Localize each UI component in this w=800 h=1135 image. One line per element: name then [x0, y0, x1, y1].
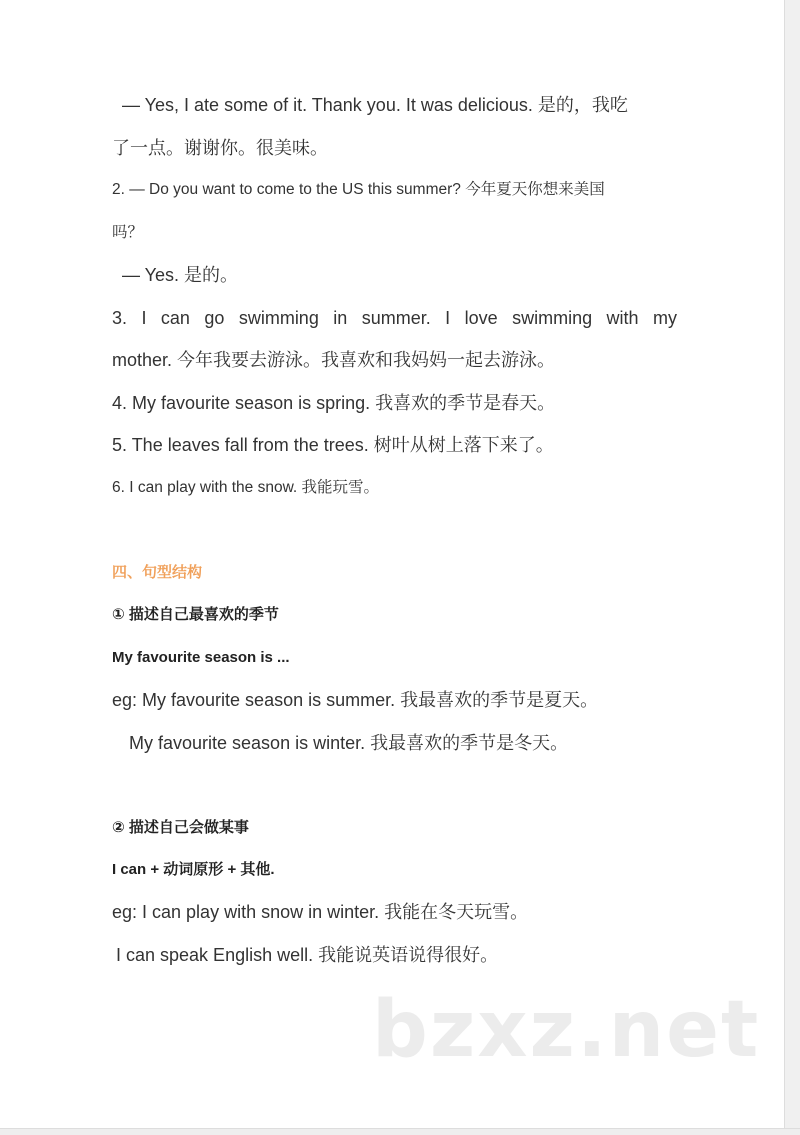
page-edge-right: [784, 0, 800, 1134]
example-line: I can speak English well. 我能说英语说得很好。: [116, 945, 499, 965]
subsection-title: ② 描述自己会做某事: [112, 819, 249, 836]
example-line: My favourite season is winter. 我最喜欢的季节是冬天。: [129, 733, 569, 753]
text-line: 5. The leaves fall from the trees. 树叶从树上落下来了。: [112, 435, 554, 455]
watermark: bzxz.net: [372, 985, 761, 1075]
text-line: 6. I can play with the snow. 我能玩雪。: [112, 479, 380, 496]
text-line: 4. My favourite season is spring. 我喜欢的季节是春天。: [112, 393, 556, 413]
example-line: eg: My favourite season is summer. 我最喜欢的季节是夏天。: [112, 690, 599, 710]
text-line: 3. I can go swimming in summer. I love swimming with my: [112, 308, 677, 328]
section-heading: 四、句型结构: [112, 564, 203, 581]
text-line: 吗？: [112, 224, 144, 241]
text-line: 了一点。谢谢你。很美味。: [112, 138, 328, 158]
sentence-pattern: My favourite season is ...: [112, 649, 290, 666]
example-line: eg: I can play with snow in winter. 我能在冬天玩雪。: [112, 902, 529, 922]
subsection-title: ① 描述自己最喜欢的季节: [112, 606, 279, 623]
text-line: 2. — Do you want to come to the US this summer? 今年夏天你想来美国: [112, 181, 605, 198]
sentence-pattern: I can + 动词原形 + 其他.: [112, 861, 275, 878]
text-line: — Yes. 是的。: [122, 265, 239, 285]
text-line: — Yes, I ate some of it. Thank you. It was delicious. 是的，我吃: [122, 95, 628, 115]
text-line: mother. 今年我要去游泳。我喜欢和我妈妈一起去游泳。: [112, 350, 556, 370]
